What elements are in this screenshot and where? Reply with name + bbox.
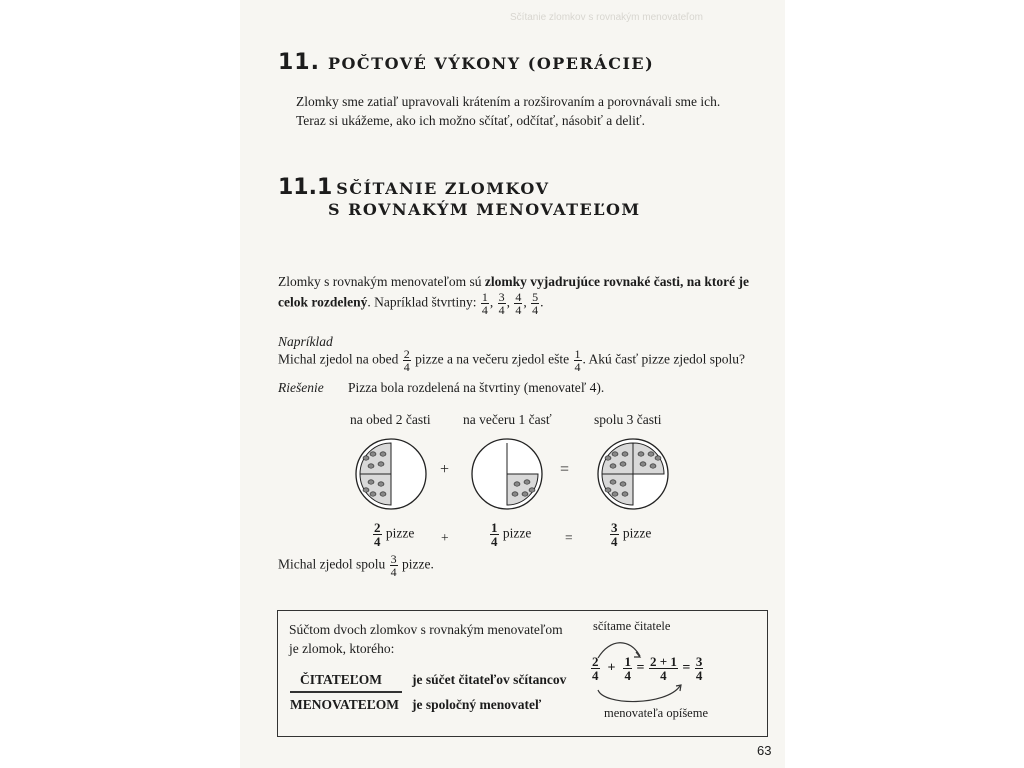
numerator-term: ČITATEĽOM [300,672,383,687]
bleed-through-header: Sčítanie zlomkov s rovnakým menovateľom [510,12,703,23]
topping [370,492,376,496]
topping [620,482,626,486]
topping [368,464,374,468]
topping [648,452,654,456]
fraction-pizza-lunch: $\frac{2}{4}$ pizze [374,520,415,549]
topping [524,480,530,484]
topping [363,488,369,492]
topping [655,456,661,460]
topping [363,456,369,460]
topping [522,492,528,496]
plus-sign-2: + [441,530,449,545]
example-text: Michal zjedol na obed $\frac{2}{4}$ pizze a na večeru zjedol ešte $\frac{1}{4}$ . Akú časť pizze zjedol spolu? [278,347,745,374]
topping [370,452,376,456]
topping [529,488,535,492]
fraction-pizza-dinner: $\frac{1}{4}$ pizze [491,520,532,549]
section-title: POČTOVÉ VÝKONY (OPERÁCIE) [327,54,655,73]
section-heading [278,50,654,75]
topping [512,492,518,496]
subsection-title-line-1: SČÍTANIE ZLOMKOV [336,179,550,198]
topping [378,482,384,486]
topping [620,462,626,466]
solution-text: Pizza bola rozdelená na štvrtiny (menovateľ 4). [348,380,605,395]
example-label: Napríklad [278,334,333,349]
annotation-copy-denominator: menovateľa opíšeme [604,706,708,720]
denominator-term: MENOVATEĽOM [290,697,400,712]
topping [605,488,611,492]
topping [380,492,386,496]
solution-label: Riešenie [278,380,324,395]
pizza-dinner [470,437,544,511]
subsection-heading [278,175,641,220]
fraction-pizza-total: $\frac{3}{4}$ pizze [611,520,652,549]
pizza-total [596,437,670,511]
topping [622,452,628,456]
rule-line-2: je zlomok, ktorého: [289,641,395,656]
topping [612,452,618,456]
topping [380,452,386,456]
fraction-4-4: $\frac{4}{4}$ [515,290,522,317]
topping [612,492,618,496]
definition-line-2: celok rozdelený. Napríklad štvrtiny: $\frac{1}{4}$ , $\frac{3}{4}$ , $\frac{4}{4}$ , $\frac{5}{4}$ . [278,290,544,317]
denominator-description: je spoločný menovateľ [412,697,542,712]
rule-fraction-bar [290,691,402,693]
topping [514,482,520,486]
topping [638,452,644,456]
definition-paragraph: Zlomky s rovnakým menovateľom sú zlomky vyjadrujúce rovnaké časti, na ktoré je [278,274,749,289]
intro-line-2: Teraz si ukážeme, ako ich možno sčítať, odčítať, násobiť a deliť. [296,113,646,128]
numerator-description: je súčet čitateľov sčítancov [412,672,567,687]
topping [610,480,616,484]
annotation-add-numerators: sčítame čitatele [593,619,671,633]
topping [610,464,616,468]
topping [378,462,384,466]
section-number: 11. [278,50,320,75]
topping [622,492,628,496]
equals-sign-2: = [565,530,573,545]
subsection-number: 11.1 [278,175,333,200]
fraction-5-4: $\frac{5}{4}$ [532,290,539,317]
rule-line-1: Súčtom dvoch zlomkov s rovnakým menovateľom [289,622,563,637]
pizza-label-lunch: na obed 2 časti [350,412,431,427]
topping [640,462,646,466]
pizza-lunch [354,437,428,511]
definition-bold-1: zlomky vyjadrujúce rovnaké časti, na ktoré je [484,274,749,289]
result-sentence: Michal zjedol spolu $\frac{3}{4}$ pizze. [278,552,434,579]
pizza-label-dinner: na večeru 1 časť [463,412,552,427]
fraction-3-4: $\frac{3}{4}$ [498,290,505,317]
subsection-title-line-2: S ROVNAKÝM MENOVATEĽOM [328,200,641,219]
intro-paragraph [296,92,720,130]
topping [368,480,374,484]
intro-line-1: Zlomky sme zatiaľ upravovali krátením a rozširovaním a porovnávali sme ich. [296,94,721,109]
example-fraction-2-4: $\frac{2}{4}$ [403,347,410,374]
definition-bold-2: celok rozdelený [278,294,368,310]
topping [650,464,656,468]
page-number: 63 [757,743,772,758]
fraction-1-4: $\frac{1}{4}$ [481,290,488,317]
plus-sign: + [440,461,450,478]
pizza-label-total: spolu 3 časti [594,412,662,427]
example-fraction-1-4: $\frac{1}{4}$ [574,347,581,374]
topping [605,456,611,460]
equals-sign: = [560,461,570,478]
rule-equation: $\frac{2}{4}$ + $\frac{1}{4}$ = $\frac{2 + 1}{4}$ = $\frac{3}{4}$ [592,654,703,683]
